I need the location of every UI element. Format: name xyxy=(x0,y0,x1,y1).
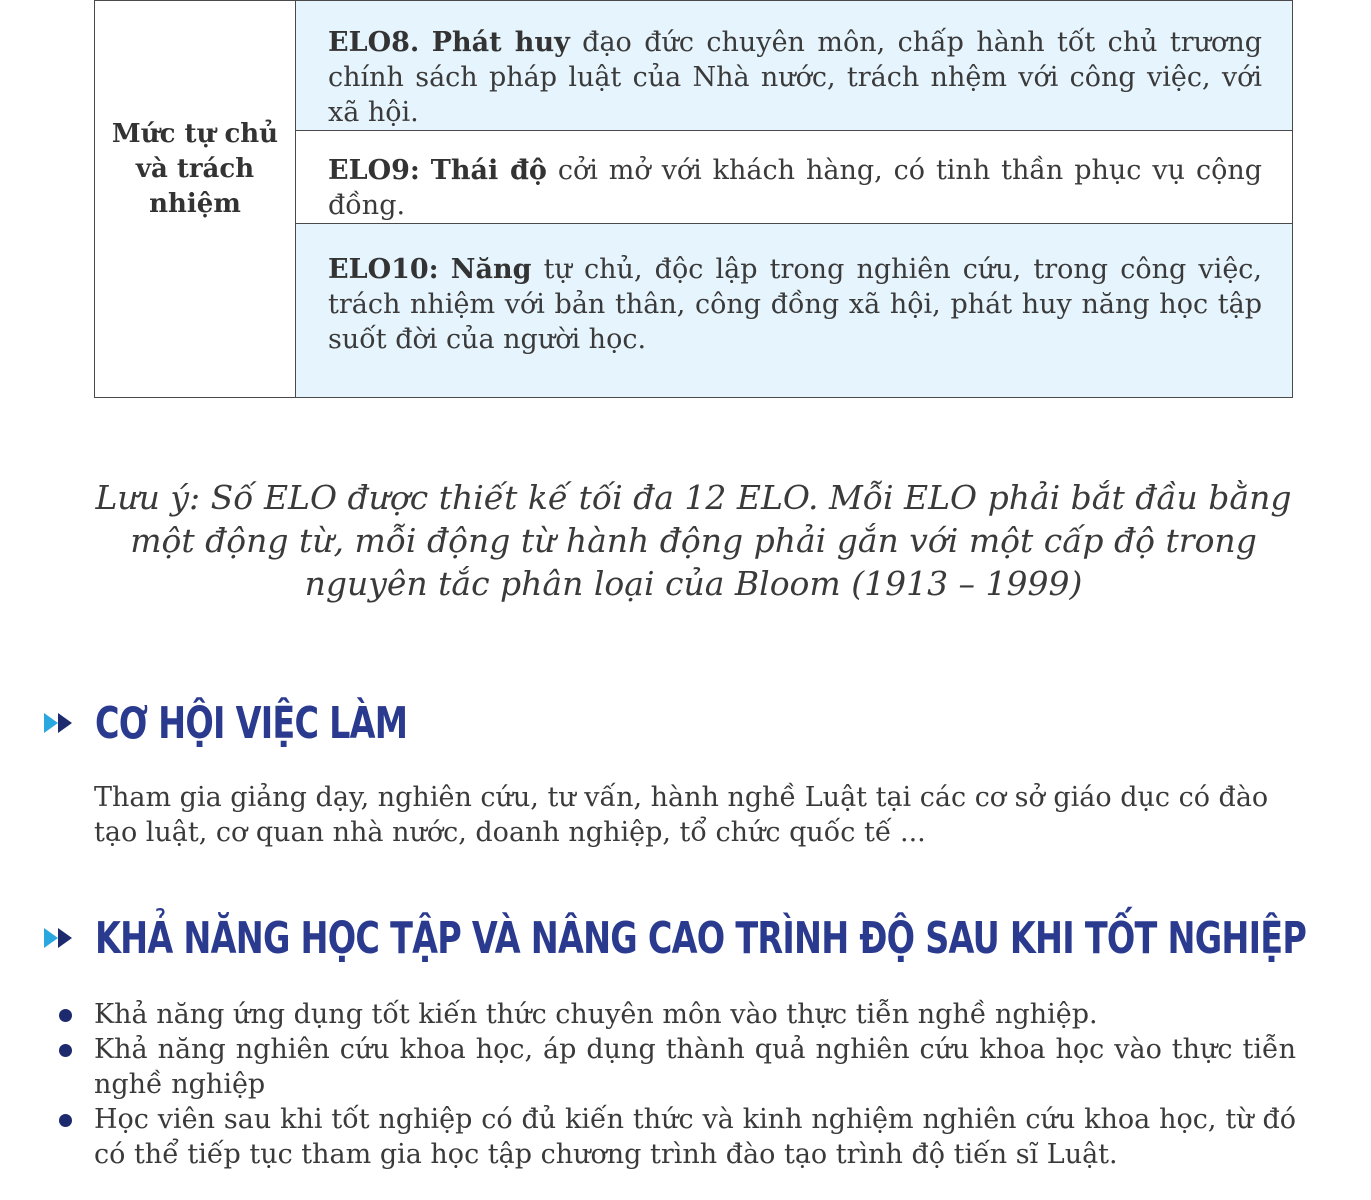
elo-code: ELO9: xyxy=(328,155,420,186)
elo-verb: Năng xyxy=(450,254,532,285)
category-cell xyxy=(95,1,296,398)
list-item xyxy=(56,1102,1296,1172)
note-text: Lưu ý: Số ELO được thiết kế tối đa 12 ELO. Mỗi ELO phải bắt đầu bằng một động từ, mỗi động từ hành động phải gắn với một cấp độ trong nguyên tắc phân loại của Bloom (1913 – 1999) xyxy=(95,478,1292,603)
section-heading-further-study xyxy=(42,913,1371,963)
section-title: CƠ HỘI VIỆC LÀM xyxy=(95,697,408,749)
category-label: Mức tự chủ và trách nhiệm xyxy=(111,118,279,219)
list-item xyxy=(56,1032,1296,1102)
elo-verb: Thái độ xyxy=(430,155,547,186)
elo-code: ELO10: xyxy=(328,254,439,285)
table-row xyxy=(95,1,1293,131)
elo-code: ELO8. xyxy=(328,27,420,58)
bullet-dot-icon xyxy=(59,1044,72,1057)
section-title: KHẢ NĂNG HỌC TẬP VÀ NÂNG CAO TRÌNH ĐỘ SAU KHI TỐT NGHIỆP xyxy=(95,912,1307,964)
double-arrow-icon xyxy=(42,926,80,950)
double-arrow-icon xyxy=(42,711,80,735)
list-item-text: Khả năng ứng dụng tốt kiến thức chuyên môn vào thực tiễn nghề nghiệp. xyxy=(94,999,1098,1030)
bullet-dot-icon xyxy=(59,1114,72,1127)
elo-cell xyxy=(296,1,1293,131)
bullet-dot-icon xyxy=(59,1009,72,1022)
elo-cell xyxy=(296,131,1293,224)
elo-text: đạo đức chuyên môn, chấp hành tốt chủ trương chính sách pháp luật của Nhà nước, trách nhệm với công việc, với xã hội. xyxy=(328,27,1262,128)
elo-text: cởi mở với khách hàng, có tinh thần phục vụ cộng đồng. xyxy=(328,155,1262,221)
elo-text: tự chủ, độc lập trong nghiên cứu, trong công việc, trách nhiệm với bản thân, công đồng xã hội, phát huy năng học tập suốt đời của người học. xyxy=(328,254,1262,355)
further-study-list xyxy=(56,997,1296,1172)
elo-verb: Phát huy xyxy=(431,27,570,58)
employment-text: Tham gia giảng dạy, nghiên cứu, tư vấn, hành nghề Luật tại các cơ sở giáo dục có đào tạo luật, cơ quan nhà nước, doanh nghiệp, tổ chức quốc tế ... xyxy=(94,782,1269,848)
elo-cell xyxy=(296,224,1293,398)
list-item-text: Học viên sau khi tốt nghiệp có đủ kiến thức và kinh nghiệm nghiên cứu khoa học, từ đó có thể tiếp tục tham gia học tập chương trình đào tạo trình độ tiến sĩ Luật. xyxy=(94,1104,1296,1170)
elo-table xyxy=(94,0,1293,398)
list-item-text: Khả năng nghiên cứu khoa học, áp dụng thành quả nghiên cứu khoa học vào thực tiễn nghề nghiệp xyxy=(94,1034,1296,1100)
list-item xyxy=(56,997,1296,1032)
section-heading-employment xyxy=(42,698,506,748)
